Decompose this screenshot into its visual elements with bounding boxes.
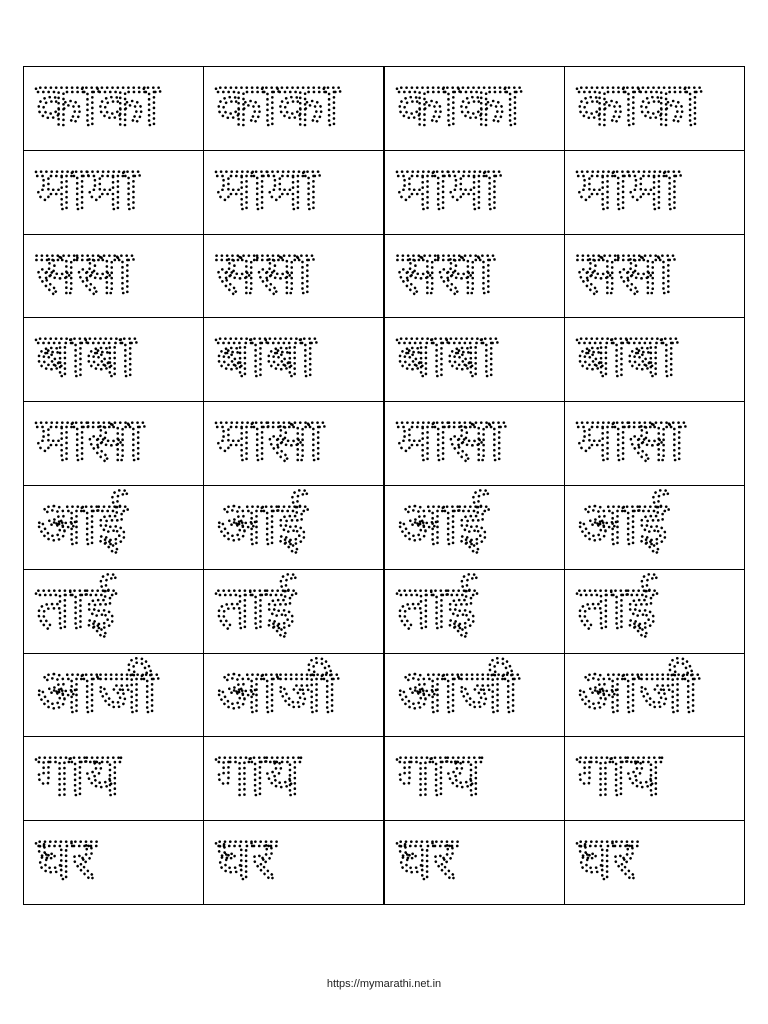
dotted-trace-word: मासा (576, 405, 685, 476)
dotted-trace-word: काका (397, 70, 521, 140)
dotted-word-graphic (385, 737, 564, 820)
dotted-word-graphic (385, 654, 564, 737)
dotted-word-graphic (204, 318, 383, 401)
dotted-word-graphic (385, 486, 564, 569)
worksheet-row (24, 821, 745, 905)
dotted-word-graphic (24, 737, 203, 820)
tracing-cell (384, 318, 564, 402)
dotted-trace-word: मामा (397, 153, 500, 224)
tracing-cell (24, 402, 204, 486)
footer-website-url: https://mymarathi.net.in (326, 978, 442, 990)
dotted-trace-word: ससा (576, 237, 674, 308)
dotted-trace-word: घर (397, 824, 457, 895)
dotted-word-graphic (565, 151, 744, 234)
dotted-trace-word: मामा (36, 153, 139, 224)
tracing-cell (564, 485, 744, 569)
tracing-cell (24, 150, 204, 234)
dotted-word-graphic (565, 654, 744, 737)
dotted-word-graphic (204, 570, 383, 653)
dotted-trace-word: आजी (397, 656, 519, 727)
dotted-word-graphic (565, 67, 744, 150)
dotted-trace-word: आजी (36, 656, 158, 727)
dotted-word-graphic (24, 654, 203, 737)
tracing-cell (204, 653, 384, 737)
worksheet-row (24, 318, 745, 402)
dotted-word-graphic (565, 318, 744, 401)
dotted-trace-word: ताई (397, 572, 477, 643)
tracing-cell (24, 485, 204, 569)
dotted-word-graphic (204, 821, 383, 904)
tracing-cell (564, 318, 744, 402)
tracing-cell (564, 234, 744, 318)
dotted-trace-word: घर (576, 824, 637, 895)
tracing-cell (384, 653, 564, 737)
tracing-cell (564, 402, 744, 486)
tracing-cell (204, 821, 384, 905)
tracing-cell (204, 150, 384, 234)
dotted-word-graphic (385, 402, 564, 485)
dotted-trace-word: गाय (576, 740, 661, 811)
dotted-word-graphic (385, 235, 564, 318)
tracing-cell (384, 234, 564, 318)
dotted-trace-word: ताई (216, 572, 296, 643)
dotted-trace-word: ताई (36, 572, 116, 643)
dotted-word-graphic (204, 67, 383, 150)
worksheet-row (24, 67, 745, 151)
tracing-cell (24, 821, 204, 905)
dotted-word-graphic (24, 821, 203, 904)
tracing-cell (24, 737, 204, 821)
dotted-trace-word: मासा (397, 405, 505, 476)
dotted-word-graphic (204, 486, 383, 569)
dotted-trace-word: गाय (216, 740, 301, 811)
dotted-trace-word: मामा (216, 153, 320, 224)
tracing-worksheet-grid (23, 66, 745, 905)
dotted-word-graphic (565, 235, 744, 318)
tracing-cell (384, 150, 564, 234)
dotted-trace-word: ससा (216, 237, 313, 308)
dotted-word-graphic (204, 654, 383, 737)
dotted-word-graphic (385, 318, 564, 401)
worksheet-row (24, 234, 745, 318)
dotted-word-graphic (385, 821, 564, 904)
worksheet-row (24, 150, 745, 234)
worksheet-row (24, 737, 745, 821)
tracing-cell (564, 150, 744, 234)
dotted-word-graphic (24, 402, 203, 485)
dotted-trace-word: गाय (397, 740, 482, 811)
dotted-word-graphic (24, 318, 203, 401)
tracing-cell (24, 569, 204, 653)
tracing-cell (564, 653, 744, 737)
tracing-cell (204, 67, 384, 151)
dotted-trace-word: बाबा (36, 321, 136, 392)
dotted-trace-word: बाबा (216, 321, 316, 392)
tracing-cell (204, 318, 384, 402)
dotted-word-graphic (24, 151, 203, 234)
worksheet-row (24, 485, 745, 569)
tracing-cell (204, 234, 384, 318)
dotted-trace-word: आई (397, 488, 488, 559)
dotted-word-graphic (24, 235, 203, 318)
tracing-cell (24, 653, 204, 737)
dotted-trace-word: बाबा (576, 321, 677, 392)
dotted-word-graphic (565, 402, 744, 485)
dotted-word-graphic (24, 486, 203, 569)
tracing-cell (384, 569, 564, 653)
worksheet-row (24, 402, 745, 486)
dotted-trace-word: काका (36, 70, 160, 140)
dotted-word-graphic (24, 67, 203, 150)
dotted-word-graphic (204, 402, 383, 485)
dotted-trace-word: मासा (216, 405, 324, 476)
dotted-word-graphic (204, 235, 383, 318)
dotted-word-graphic (565, 486, 744, 569)
dotted-trace-word: आई (216, 488, 308, 559)
dotted-word-graphic (204, 151, 383, 234)
dotted-trace-word: मासा (36, 405, 144, 476)
dotted-trace-word: मामा (576, 153, 680, 224)
dotted-word-graphic (385, 67, 564, 150)
dotted-trace-word: आजी (576, 656, 699, 727)
dotted-word-graphic (565, 821, 744, 904)
tracing-cell (24, 318, 204, 402)
dotted-trace-word: आई (576, 488, 668, 559)
dotted-trace-word: काका (576, 70, 700, 140)
tracing-cell (564, 737, 744, 821)
tracing-cell (204, 737, 384, 821)
tracing-cell (204, 402, 384, 486)
tracing-cell (204, 485, 384, 569)
dotted-word-graphic (204, 737, 383, 820)
tracing-cell (384, 402, 564, 486)
worksheet-row (24, 653, 745, 737)
dotted-word-graphic (565, 737, 744, 820)
dotted-trace-word: गाय (36, 740, 121, 811)
tracing-cell (24, 67, 204, 151)
dotted-trace-word: ताई (576, 572, 656, 643)
dotted-word-graphic (385, 151, 564, 234)
dotted-word-graphic (24, 570, 203, 653)
dotted-trace-word: ससा (397, 237, 494, 308)
tracing-cell (564, 569, 744, 653)
worksheet-row (24, 569, 745, 653)
dotted-word-graphic (385, 570, 564, 653)
tracing-cell (384, 821, 564, 905)
tracing-cell (564, 821, 744, 905)
tracing-cell (384, 67, 564, 151)
dotted-trace-word: घर (216, 824, 277, 895)
tracing-cell (384, 485, 564, 569)
dotted-trace-word: आई (36, 488, 127, 559)
dotted-trace-word: बाबा (397, 321, 497, 392)
dotted-trace-word: आजी (216, 656, 338, 727)
dotted-trace-word: काका (216, 70, 340, 140)
tracing-cell (564, 67, 744, 151)
dotted-word-graphic (565, 570, 744, 653)
dotted-trace-word: ससा (36, 237, 133, 308)
tracing-cell (384, 737, 564, 821)
tracing-cell (24, 234, 204, 318)
tracing-cell (204, 569, 384, 653)
dotted-trace-word: घर (36, 824, 96, 895)
